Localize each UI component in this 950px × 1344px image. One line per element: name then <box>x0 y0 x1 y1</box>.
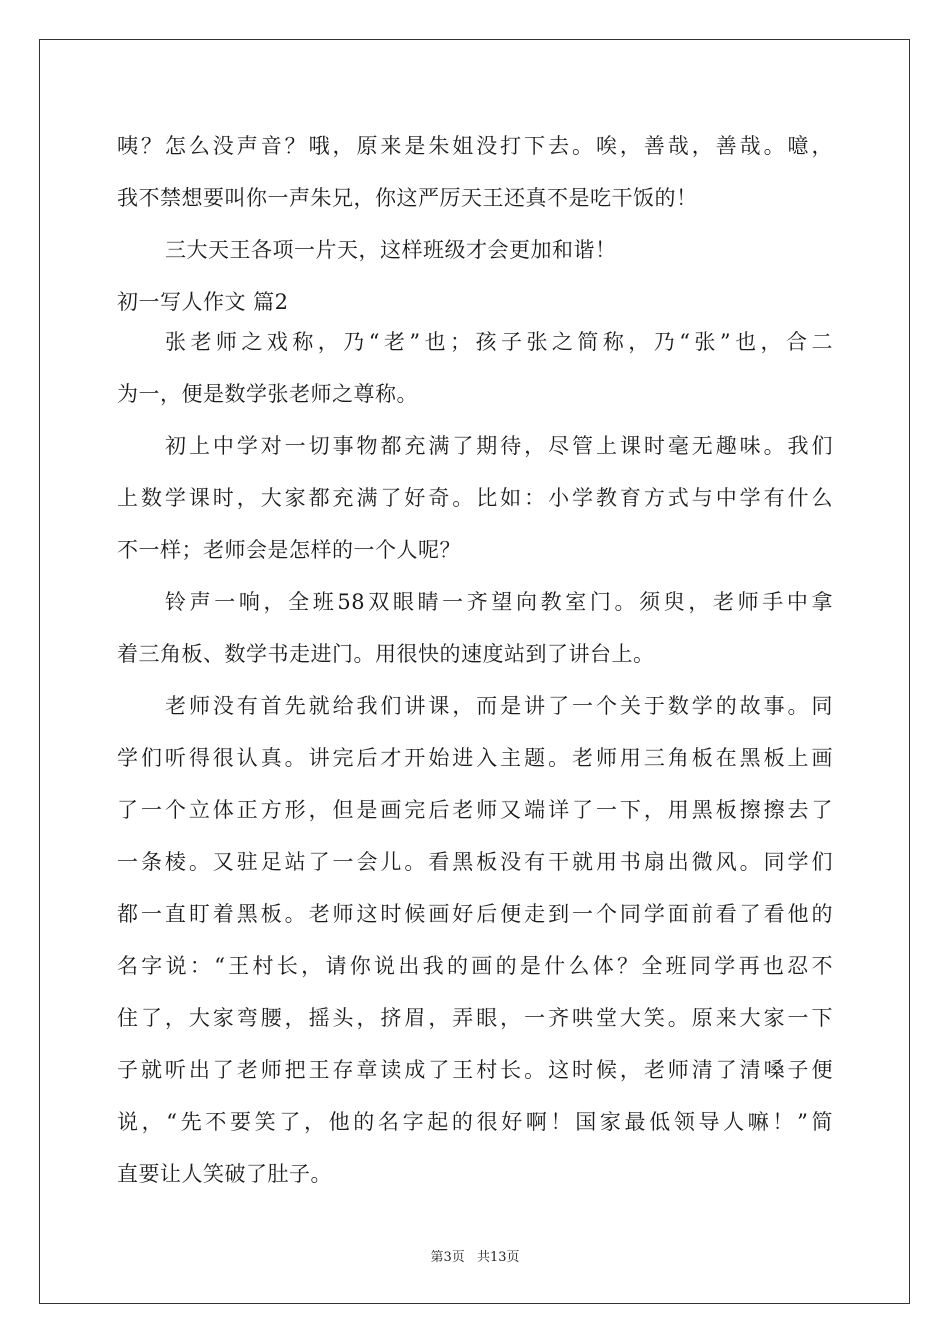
text-line: 老师没有首先就给我们讲课，而是讲了一个关于数学的故事。同 <box>165 694 833 718</box>
text-line: 着三角板、数学书走进门。用很快的速度站到了讲台上。 <box>117 642 655 666</box>
text-line: 名字说：“王村长，请你说出我的画的是什么体？全班同学再也忍不 <box>117 954 833 978</box>
text-line: 都一直盯着黑板。老师这时候画好后便走到一个同学面前看了看他的 <box>117 902 833 926</box>
section-heading: 初一写人作文 篇2 <box>117 290 289 314</box>
text-line: 三大天王各项一片天，这样班级才会更加和谐！ <box>165 238 617 262</box>
text-line: 一条棱。又驻足站了一会儿。看黑板没有干就用书扇出微风。同学们 <box>117 850 833 874</box>
text-line: 我不禁想要叫你一声朱兄，你这严厉天王还真不是吃干饭的！ <box>117 186 698 210</box>
text-line: 张老师之戏称，乃“老”也；孩子张之简称，乃“张”也，合二 <box>165 330 833 354</box>
document-body <box>117 126 833 1206</box>
page-number-total: 共13页 <box>476 1250 520 1265</box>
page-number-current: 第3页 <box>430 1250 465 1265</box>
text-line: 直要让人笑破了肚子。 <box>117 1162 332 1186</box>
text-line: 咦？怎么没声音？哦，原来是朱姐没打下去。唉，善哉，善哉。噫， <box>117 134 833 158</box>
text-line: 说，“先不要笑了，他的名字起的很好啊！国家最低领导人嘛！”简 <box>117 1110 833 1134</box>
text-line: 了一个立体正方形，但是画完后老师又端详了一下，用黑板擦擦去了 <box>117 798 833 822</box>
text-line: 住了，大家弯腰，摇头，挤眉，弄眼，一齐哄堂大笑。原来大家一下 <box>117 1006 833 1030</box>
text-line: 为一，便是数学张老师之尊称。 <box>117 382 418 406</box>
text-line: 铃声一响，全班58双眼睛一齐望向教室门。须臾，老师手中拿 <box>165 590 833 614</box>
text-line: 不一样；老师会是怎样的一个人呢？ <box>117 538 461 562</box>
text-line: 子就听出了老师把王存章读成了王村长。这时候，老师清了清嗓子便 <box>117 1058 833 1082</box>
text-line: 初上中学对一切事物都充满了期待，尽管上课时毫无趣味。我们 <box>165 434 833 458</box>
text-line: 上数学课时，大家都充满了好奇。比如：小学教育方式与中学有什么 <box>117 486 833 510</box>
page-footer <box>0 1246 950 1265</box>
text-line: 学们听得很认真。讲完后才开始进入主题。老师用三角板在黑板上画 <box>117 746 833 770</box>
